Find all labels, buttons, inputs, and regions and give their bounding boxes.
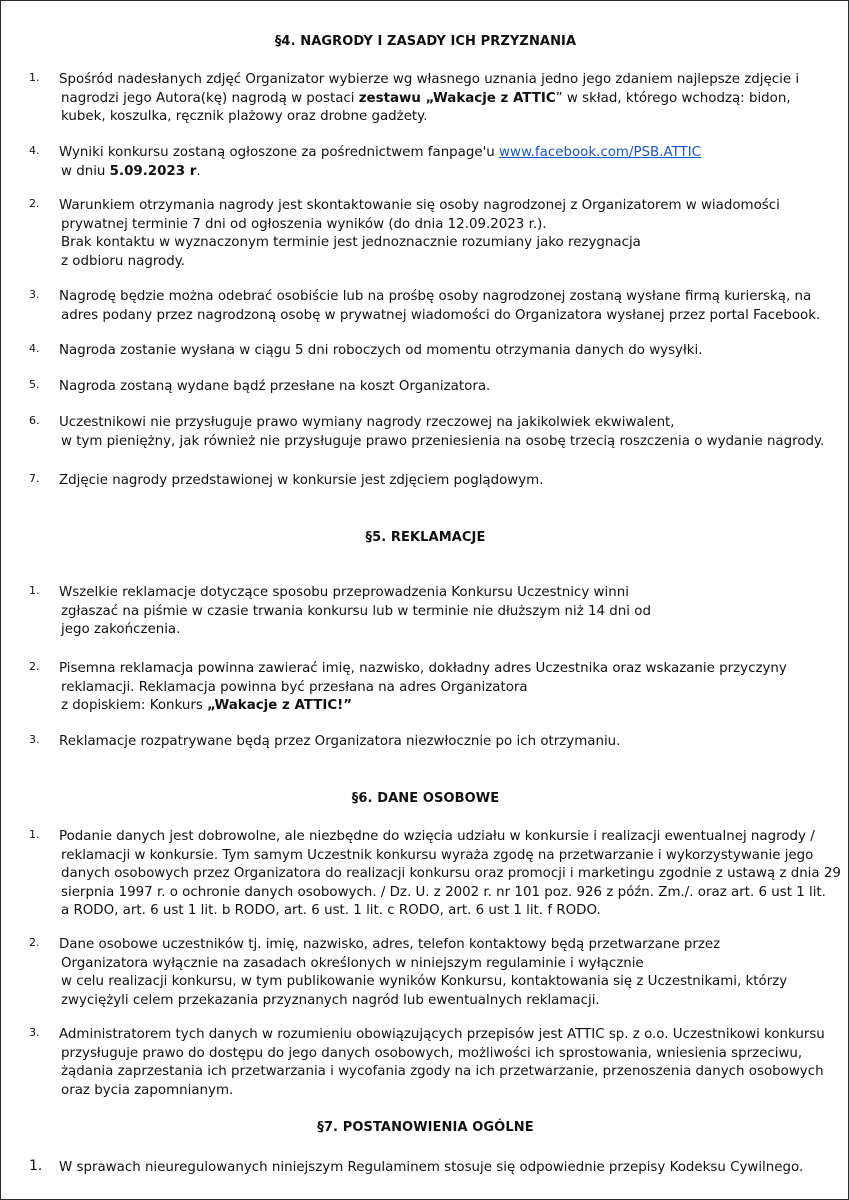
text-line: z odbioru nagrody. [61,253,186,269]
item-number: 7. [29,472,40,485]
text-line: Nagroda zostanie wysłana w ciągu 5 dni roboczych od momentu otrzymania danych do wysyłki. [59,343,703,358]
text-line: nagrodzi jego Autora(kę) nagrodą w postaci zestawu „Wakacje z ATTIC” w skład, którego wchodzą: bidon, [61,90,791,106]
item-number: 3. [29,1026,40,1039]
section-7-heading: §7. POSTANOWIENIA OGÓLNE [317,1120,534,1135]
text-line: Nagrodę będzie można odebrać osobiście lub na prośbę osoby nagrodzonej zostaną wysłane firmą kurierską, na [59,289,812,304]
text-line: adres podany przez nagrodzoną osobę w prywatnej wiadomości do Organizatora wysłanej przez portal Facebook. [61,307,821,323]
text-line: z dopiskiem: Konkurs „Wakacje z ATTIC!” [61,698,353,713]
text-line: Administratorem tych danych w rozumieniu obowiązujących przepisów jest ATTIC sp. z o.o. Uczestnikowi konkursu [59,1027,825,1042]
text-line: danych osobowych przez Organizatora do realizacji konkursu oraz promocji i marketingu zgodnie z ustawą z dnia 29 [61,866,841,881]
prize-name: zestawu „Wakacje z ATTIC [358,90,556,106]
text-line: Dane osobowe uczestników tj. imię, nazwisko, adres, telefon kontaktowy będą przetwarzane przez [59,937,721,952]
results-date: 5.09.2023 r [109,163,197,179]
text-line: Uczestnikowi nie przysługuje prawo wymiany nagrody rzeczowej na jakikolwiek ekwiwalent, [59,415,675,430]
text-line: Organizatora wyłącznie na zasadach określonych w niniejszym regulaminie i wyłącznie [61,955,644,971]
text-line: Nagroda zostaną wydane bądź przesłane na koszt Organizatora. [59,379,491,394]
item-number: 1. [29,1158,43,1174]
text-line: Pisemna reklamacja powinna zawierać imię, nazwisko, dokładny adres Uczestnika oraz wskazanie przyczyny [59,661,787,676]
text-line: oraz bycia zapomnianym. [61,1082,234,1098]
item-number: 1. [29,584,40,597]
item-number: 6. [29,414,40,427]
text-line: w tym pieniężny, jak również nie przysługuje prawo przeniesienia na osobę trzecią roszczenia o wydanie nagrody. [61,433,825,449]
text-line: sierpnia 1997 r. o ochronie danych osobowych. / Dz. U. z 2002 r. nr 101 poz. 926 z późn. Zm./. oraz art. 6 ust 1 lit. [61,884,826,900]
text-line: Zdjęcie nagrody przedstawionej w konkursie jest zdjęciem poglądowym. [59,473,544,488]
text-line: przysługuje prawo do dostępu do jego danych osobowych, możliwości ich sprostowania, wniesienia sprzeciwu, [61,1045,803,1061]
text-line: w dniu 5.09.2023 r. [61,163,201,179]
text-line: kubek, koszulka, ręcznik plażowy oraz drobne gadżety. [61,109,428,124]
item-number: 1. [29,828,40,841]
item-number: 1. [29,71,40,84]
item-number: 2. [29,936,40,949]
text-line: Wyniki konkursu zostaną ogłoszone za pośrednictwem fanpage'u www.facebook.com/PSB.ATTIC [59,145,702,160]
item-number: 3. [29,733,40,746]
section-6-heading: §6. DANE OSOBOWE [351,791,500,806]
text-line: w celu realizacji konkursu, w tym publikowanie wyników Konkursu, kontaktowania się z Uczestnikami, którzy [61,974,788,989]
section-4-heading: §4. NAGRODY I ZASADY ICH PRZYZNANIA [274,34,577,49]
item-number: 4. [29,342,40,355]
text-line: zgłaszać na piśmie w czasie trwania konkursu lub w terminie nie dłuższym niż 14 dni od [61,603,651,619]
section-5-heading: §5. REKLAMACJE [365,530,486,545]
text-line: W sprawach nieuregulowanych niniejszym Regulaminem stosuje się odpowiednie przepisy Kodeksu Cywilnego. [59,1160,804,1175]
text-line: Reklamacje rozpatrywane będą przez Organizatora niezwłocznie po ich otrzymaniu. [59,734,621,749]
text-line: Brak kontaktu w wyznaczonym terminie jest jednoznacznie rozumiany jako rezygnacja [61,235,641,250]
text-line: reklamacji w konkursie. Tym samym Uczestnik konkursu wyraża zgodę na przetwarzanie i wykorzystywanie jego [61,847,814,863]
text-line: żądania zaprzestania ich przetwarzania i wycofania zgody na ich przetwarzanie, przenoszenia danych osobowych [61,1064,824,1079]
text-line: reklamacji. Reklamacja powinna być przesłana na adres Organizatora [61,679,528,695]
contest-name: „Wakacje z ATTIC!” [207,698,353,713]
text-line: jego zakończenia. [61,622,181,637]
item-number: 2. [29,197,40,210]
text-line: prywatnej terminie 7 dni od ogłoszenia wyników (do dnia 12.09.2023 r.). [61,216,547,232]
text-line: Spośród nadesłanych zdjęć Organizator wybierze wg własnego uznania jedno jego zdaniem najlepsze zdjęcie i [59,72,800,87]
item-number: 3. [29,288,40,301]
item-number: 5. [29,378,40,391]
text-line: Podanie danych jest dobrowolne, ale niezbędne do wzięcia udziału w konkursie i realizacji ewentualnej nagrody / [59,829,815,844]
item-number: 2. [29,660,40,673]
text-line: Wszelkie reklamacje dotyczące sposobu przeprowadzenia Konkursu Uczestnicy winni [59,585,629,600]
item-number: 4. [29,144,40,157]
text-line: a RODO, art. 6 ust 1 lit. b RODO, art. 6 ust. 1 lit. c RODO, art. 6 ust 1 lit. f RODO. [61,903,601,918]
text-line: Warunkiem otrzymania nagrody jest skontaktowanie się osoby nagrodzonej z Organizatorem w wiadomości [59,198,780,213]
facebook-link[interactable]: www.facebook.com/PSB.ATTIC [499,145,702,160]
text-line: zwyciężyli celem przekazania przyznanych nagród lub ewentualnych reklamacji. [61,992,600,1008]
